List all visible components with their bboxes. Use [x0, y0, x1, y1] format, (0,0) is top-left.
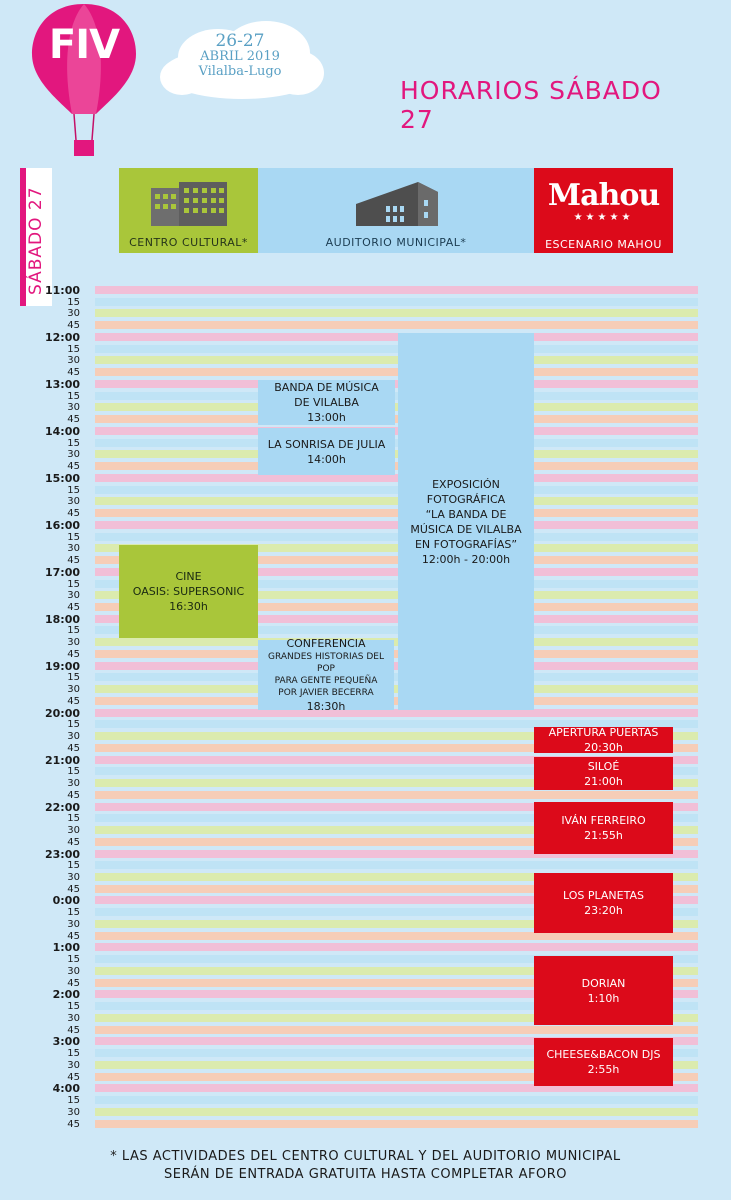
event-line: LOS PLANETAS: [563, 889, 644, 902]
time-label: 30: [67, 965, 80, 977]
time-label: 45: [67, 461, 80, 473]
time-label: 15: [67, 954, 80, 966]
grid-stripe: [95, 403, 698, 411]
grid-stripe: [95, 450, 698, 458]
time-label: 15: [67, 1001, 80, 1013]
event-banda-musica: [258, 380, 395, 425]
time-label: 30: [67, 1012, 80, 1024]
grid-stripe: [95, 345, 698, 353]
time-label: 23:00: [44, 847, 80, 861]
time-label: 15: [67, 907, 80, 919]
grid-stripe: [95, 380, 698, 388]
time-label: 30: [67, 496, 80, 508]
venue-label: ESCENARIO MAHOU: [545, 238, 662, 251]
event-line: MÚSICA DE VILALBA: [410, 522, 522, 536]
grid-stripe: [95, 521, 698, 529]
time-label: 15: [67, 766, 80, 778]
time-label: 45: [67, 742, 80, 754]
mahou-stars: ★★★★★: [573, 212, 634, 223]
time-label: 15: [67, 625, 80, 637]
event-time: 13:00h: [307, 411, 346, 424]
mahou-logo: Mahou: [547, 178, 660, 213]
grid-stripe: [95, 486, 698, 494]
event-line: BANDA DE MÚSICA: [274, 381, 379, 394]
time-label: 30: [67, 1106, 80, 1118]
time-label: 15: [67, 860, 80, 872]
grid-stripe: [95, 392, 698, 400]
grid-stripe: [95, 1096, 698, 1104]
event-place: Vilalba-Lugo: [198, 64, 282, 79]
event-sonrisa-julia: [258, 428, 395, 475]
time-label: 45: [67, 695, 80, 707]
grid-stripe: [95, 509, 698, 517]
grid-stripe: [95, 673, 698, 681]
time-label: 30: [67, 872, 80, 883]
grid-stripe: [95, 685, 698, 693]
time-label: 30: [67, 308, 80, 320]
event-line: “LA BANDA DE: [425, 507, 507, 521]
time-label: 18:00: [44, 612, 80, 626]
time-label: 45: [67, 555, 80, 567]
grid-stripe: [95, 1026, 698, 1034]
time-label: 4:00: [52, 1082, 80, 1096]
event-exposicion: [398, 333, 534, 710]
event-line: FOTOGRÁFICA: [426, 492, 506, 506]
event-ivan-ferreiro: [534, 802, 673, 854]
event-line: APERTURA PUERTAS: [548, 726, 659, 739]
event-time: 21:00h: [584, 774, 623, 788]
time-label: 20:00: [44, 706, 80, 720]
event-time: 16:30h: [169, 600, 208, 613]
event-time: 18:30h: [306, 700, 346, 713]
venue-auditorio-municipal: [258, 168, 534, 253]
time-label: 19:00: [44, 659, 80, 673]
event-los-planetas: [534, 873, 673, 933]
time-label: 15: [67, 531, 80, 543]
grid-stripe: [95, 533, 698, 541]
event-line: OASIS: SUPERSONIC: [132, 585, 245, 598]
venue-centro-cultural: [119, 168, 258, 253]
time-label: 30: [67, 918, 80, 930]
event-line: PARA GENTE PEQUEÑA: [274, 676, 378, 686]
event-line: GRANDES HISTORIAS DEL POP: [268, 652, 384, 674]
time-label: 45: [67, 1071, 80, 1083]
event-line: POR JAVIER BECERRA: [278, 688, 374, 698]
time-label: 15: [67, 813, 80, 825]
event-time: 23:20h: [584, 904, 623, 917]
event-siloe: [534, 757, 673, 790]
event-line: DE VILALBA: [294, 396, 359, 409]
event-cine: [119, 545, 258, 638]
grid-stripe: [95, 662, 698, 670]
time-label: 15: [67, 1095, 80, 1107]
grid-stripe: [95, 697, 698, 705]
time-column: [0, 285, 90, 1135]
grid-stripe: [95, 462, 698, 470]
venue-label: AUDITORIO MUNICIPAL*: [325, 236, 467, 249]
time-label: 45: [67, 930, 80, 942]
grid-stripe: [95, 650, 698, 658]
time-label: 13:00: [44, 377, 80, 391]
grid-stripe: [95, 1120, 698, 1128]
event-time: 12:00h - 20:00h: [421, 552, 511, 566]
event-line: CHEESE&BACON DJS: [546, 1048, 661, 1061]
time-label: 30: [67, 825, 80, 837]
event-line: SILOÉ: [587, 759, 620, 773]
time-label: 15: [67, 343, 80, 355]
time-label: 45: [67, 836, 80, 848]
event-time: 14:00h: [307, 452, 346, 466]
time-label: 15: [67, 390, 80, 402]
event-time: 20:30h: [584, 741, 623, 754]
event-dates: 26-27: [215, 31, 265, 51]
grid-stripe: [95, 943, 698, 951]
grid-stripe: [95, 368, 698, 376]
time-label: 30: [67, 637, 80, 649]
grid-stripe: [95, 356, 698, 364]
venue-escenario-mahou: [534, 168, 673, 253]
event-dorian: [534, 956, 673, 1025]
time-label: 15: [67, 578, 80, 590]
page-title: HORARIOS SÁBADO 27: [400, 76, 662, 134]
logo-text: FIV: [48, 22, 120, 68]
grid-stripe: [95, 309, 698, 317]
event-line: LA SONRISA DE JULIA: [267, 437, 386, 451]
time-label: 17:00: [44, 565, 80, 579]
time-label: 1:00: [52, 941, 80, 955]
time-label: 45: [67, 601, 80, 613]
time-label: 22:00: [44, 800, 80, 814]
day-tab-label: SÁBADO 27: [26, 186, 46, 295]
footnote-line: SERÁN DE ENTRADA GRATUITA HASTA COMPLETAR AFORO: [164, 1167, 567, 1182]
grid-stripe: [95, 427, 698, 435]
time-label: 30: [67, 355, 80, 367]
time-label: 3:00: [52, 1035, 80, 1049]
time-label: 45: [67, 883, 80, 895]
event-time: 21:55h: [584, 829, 623, 842]
grid-stripe: [95, 321, 698, 329]
time-label: 30: [67, 449, 80, 461]
auditorium-icon: [356, 182, 438, 226]
time-label: 45: [67, 789, 80, 801]
time-label: 12:00: [44, 330, 80, 344]
time-label: 45: [67, 367, 80, 379]
time-label: 30: [67, 402, 80, 414]
time-label: 14:00: [44, 424, 80, 438]
venue-label: CENTRO CULTURAL*: [129, 236, 248, 249]
event-line: CINE: [175, 570, 202, 583]
event-apertura-puertas: [534, 727, 673, 753]
time-label: 45: [67, 320, 80, 332]
time-label: 15: [67, 437, 80, 449]
time-label: 15: [67, 484, 80, 496]
time-label: 30: [67, 778, 80, 790]
time-label: 15: [67, 1048, 80, 1060]
time-label: 15: [67, 296, 80, 308]
building-icon: [151, 180, 227, 226]
event-conferencia: [258, 637, 394, 713]
time-label: 0:00: [52, 894, 80, 908]
time-label: 30: [67, 731, 80, 743]
grid-stripe: [95, 333, 698, 341]
time-label: 21:00: [44, 753, 80, 767]
grid-stripe: [95, 497, 698, 505]
time-label: 15: [67, 719, 80, 731]
time-label: 11:00: [44, 284, 80, 297]
event-time: 1:10h: [587, 991, 620, 1005]
event-line: IVÁN FERREIRO: [561, 814, 646, 827]
time-label: 30: [67, 543, 80, 555]
time-label: 45: [67, 1024, 80, 1036]
grid-stripe: [95, 474, 698, 482]
event-time: 2:55h: [587, 1063, 620, 1076]
time-label: 15: [67, 672, 80, 684]
footnote-line: * LAS ACTIVIDADES DEL CENTRO CULTURAL Y DEL AUDITORIO MUNICIPAL: [110, 1149, 621, 1164]
grid-stripe: [95, 415, 698, 423]
event-line: CONFERENCIA: [286, 637, 366, 650]
event-month-year: ABRIL 2019: [200, 49, 280, 64]
time-label: 30: [67, 590, 80, 602]
grid-stripe: [95, 791, 698, 799]
grid-stripe: [95, 638, 698, 646]
time-label: 45: [67, 977, 80, 989]
grid-stripe: [95, 861, 698, 869]
event-cheese-bacon: [534, 1038, 673, 1086]
event-line: DORIAN: [581, 976, 626, 990]
time-label: 45: [67, 1118, 80, 1130]
grid-stripe: [95, 709, 698, 717]
time-label: 30: [67, 1059, 80, 1071]
time-label: 45: [67, 508, 80, 520]
time-label: 30: [67, 684, 80, 696]
fiv-logo: [28, 2, 140, 160]
grid-stripe: [95, 286, 698, 294]
grid-stripe: [95, 1108, 698, 1116]
time-label: 45: [67, 414, 80, 426]
event-line: EXPOSICIÓN: [432, 477, 500, 491]
grid-stripe: [95, 298, 698, 306]
time-label: 45: [67, 648, 80, 660]
event-line: EN FOTOGRAFÍAS”: [414, 537, 518, 551]
time-label: 2:00: [52, 988, 80, 1002]
footnote: [0, 1148, 731, 1184]
time-label: 16:00: [44, 518, 80, 532]
grid-stripe: [95, 439, 698, 447]
time-label: 15:00: [44, 471, 80, 485]
